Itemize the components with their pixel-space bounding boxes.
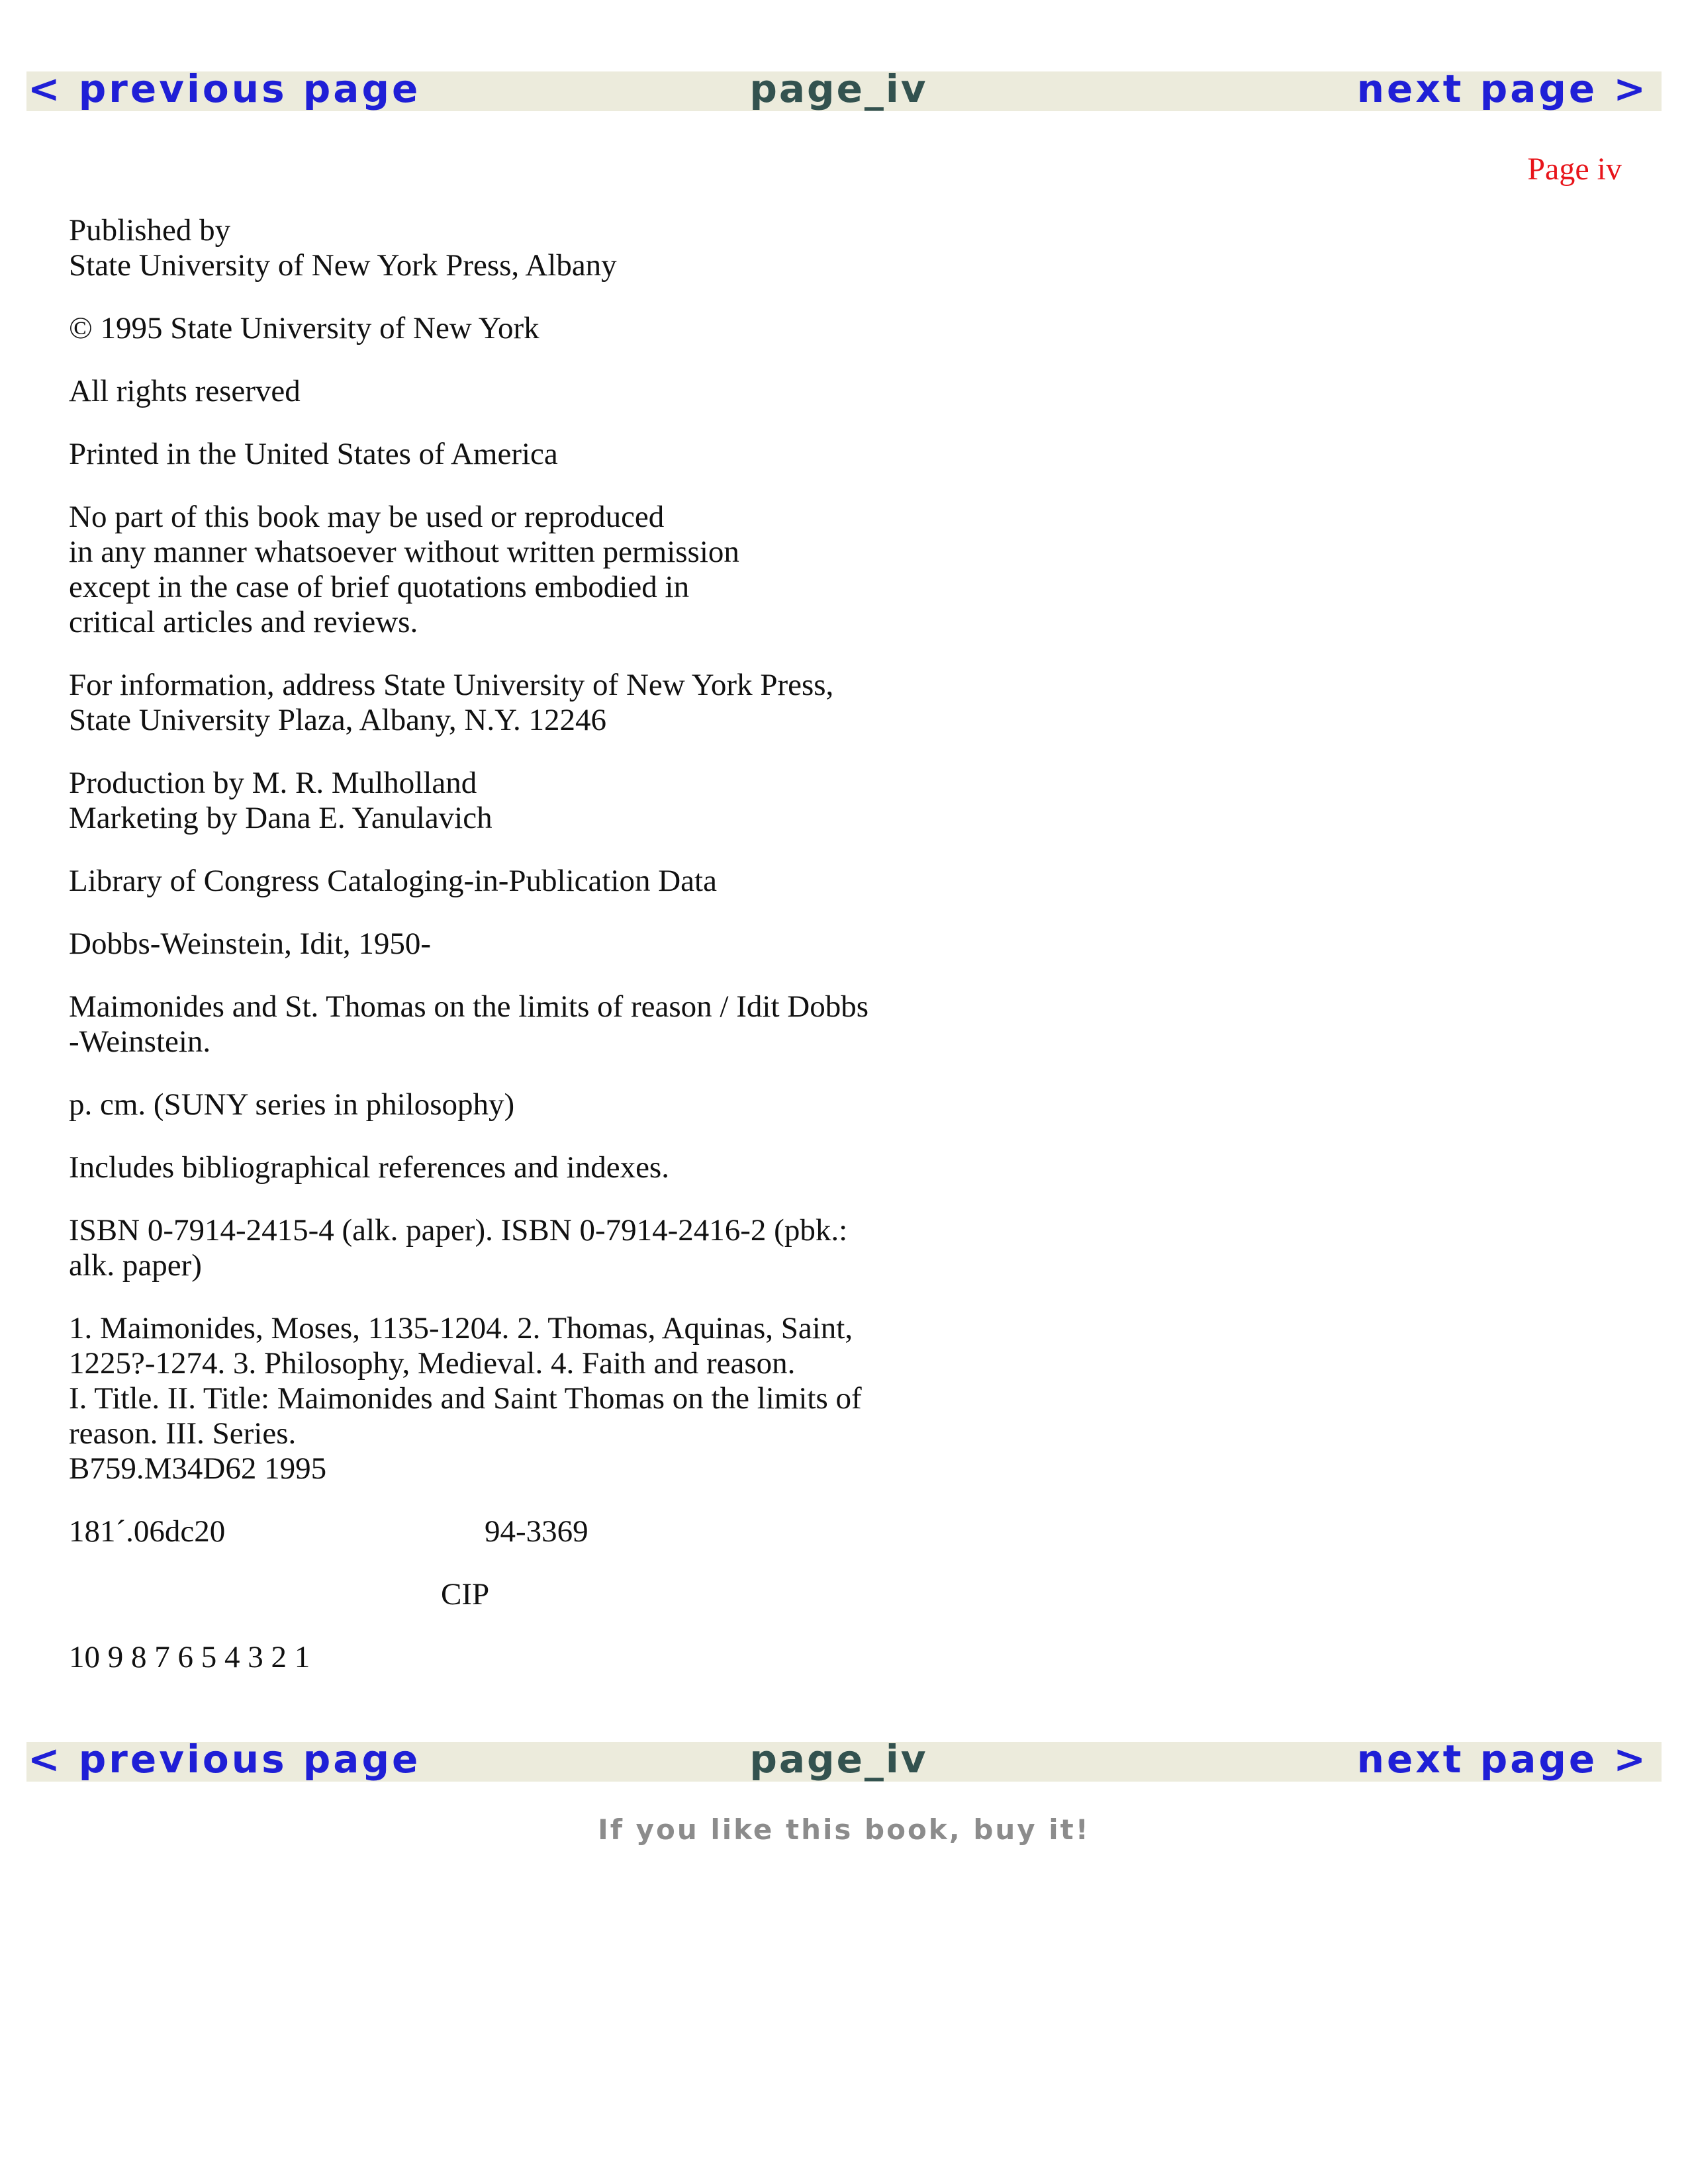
information-line: For information, address State University of New York Press,	[69, 668, 834, 702]
isbn-entry	[69, 1213, 996, 1283]
top-navigation-bar	[26, 66, 1662, 111]
buy-book-footer: If you like this book, buy it!	[598, 1813, 1090, 1846]
subject-line: 1. Maimonides, Moses, 1135-1204. 2. Thomas, Aquinas, Saint,	[69, 1311, 853, 1345]
previous-page-link[interactable]: < previous page	[28, 66, 421, 111]
isbn-line: ISBN 0-7914-2415-4 (alk. paper). ISBN 0-7914-2416-2 (pbk.:	[69, 1213, 848, 1248]
marketing-credit: Marketing by Dana E. Yanulavich	[69, 801, 492, 835]
permission-line: in any manner whatsoever without written permission	[69, 535, 739, 569]
information-line: State University Plaza, Albany, N.Y. 12246	[69, 703, 606, 737]
bottom-navigation-bar	[26, 1737, 1662, 1782]
publisher-block	[69, 213, 996, 283]
printing-line: 10 9 8 7 6 5 4 3 2 1	[69, 1640, 310, 1674]
production-credit: Production by M. R. Mulholland	[69, 766, 477, 800]
title-entry	[69, 989, 996, 1060]
publisher-name-line: State University of New York Press, Albany	[69, 248, 617, 283]
author-entry: Dobbs-Weinstein, Idit, 1950-	[69, 927, 432, 961]
copyright-line: © 1995 State University of New York	[69, 311, 539, 345]
subject-line: 1225?-1274. 3. Philosophy, Medieval. 4. Faith and reason.	[69, 1346, 796, 1381]
page-id-label: page_iv	[749, 66, 928, 111]
dewey-classification: 181´.06dc20	[69, 1514, 226, 1549]
title-line: Maimonides and St. Thomas on the limits of reason / Idit Dobbs	[69, 989, 868, 1024]
subjects-entry	[69, 1311, 996, 1486]
page-id-label: page_iv	[749, 1737, 928, 1782]
credits-block	[69, 766, 996, 836]
series-entry: p. cm. (SUNY series in philosophy)	[69, 1087, 515, 1122]
copyright-page-content	[69, 213, 996, 1703]
subject-line: reason. III. Series.	[69, 1416, 297, 1451]
information-block	[69, 668, 996, 738]
printed-line: Printed in the United States of America	[69, 437, 558, 471]
call-number-line: B759.M34D62 1995	[69, 1451, 327, 1486]
next-page-link[interactable]: next page >	[1356, 66, 1648, 111]
lccn-number: 94-3369	[485, 1514, 588, 1549]
lc-heading: Library of Congress Cataloging-in-Publication Data	[69, 864, 717, 898]
permission-line: No part of this book may be used or reproduced	[69, 500, 665, 534]
subject-line: I. Title. II. Title: Maimonides and Saint Thomas on the limits of	[69, 1381, 862, 1416]
permission-line: critical articles and reviews.	[69, 605, 418, 639]
permission-block	[69, 500, 996, 640]
includes-entry: Includes bibliographical references and indexes.	[69, 1150, 669, 1185]
permission-line: except in the case of brief quotations embodied in	[69, 570, 690, 604]
previous-page-link[interactable]: < previous page	[28, 1737, 421, 1782]
title-line: -Weinstein.	[69, 1024, 211, 1059]
isbn-line: alk. paper)	[69, 1248, 202, 1283]
page-marker: Page iv	[1527, 152, 1622, 187]
classification-row	[69, 1514, 996, 1549]
cip-label: CIP	[441, 1577, 490, 1612]
cip-row	[69, 1577, 996, 1612]
next-page-link[interactable]: next page >	[1356, 1737, 1648, 1782]
rights-line: All rights reserved	[69, 374, 301, 408]
published-by-line: Published by	[69, 213, 231, 248]
